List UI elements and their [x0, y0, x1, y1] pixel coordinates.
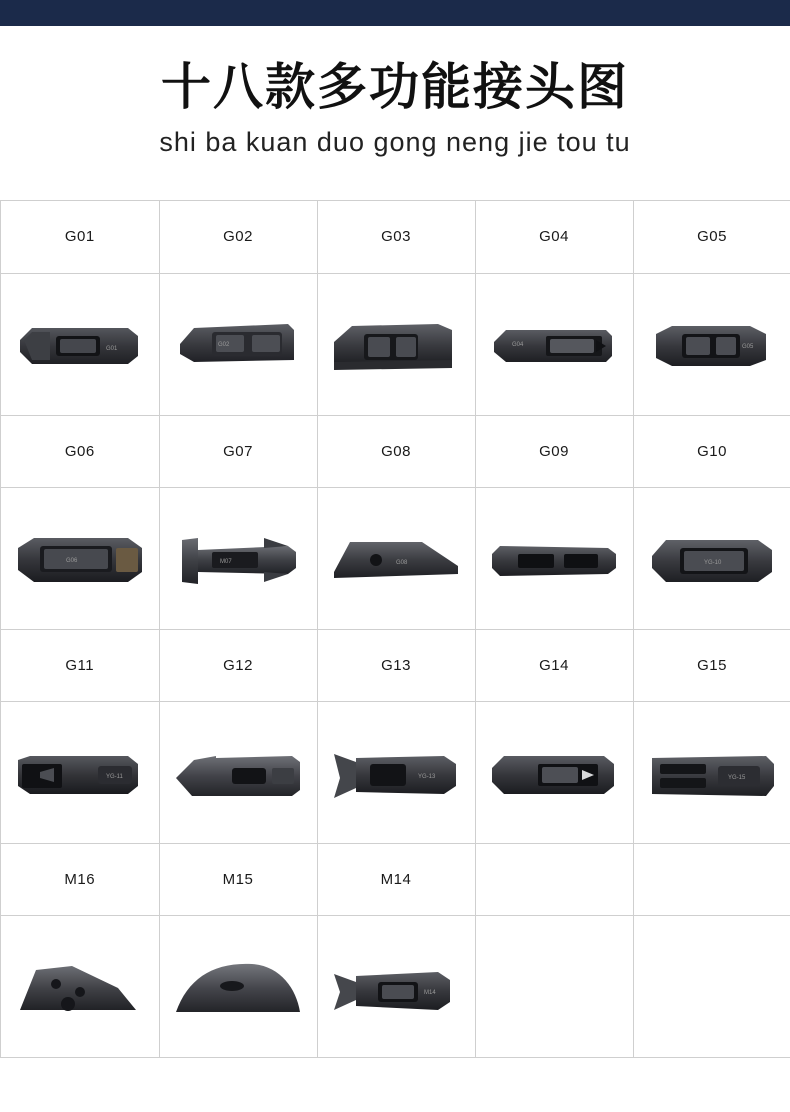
cell-label-g06: G06 [1, 415, 159, 487]
adapter-image-g15 [642, 712, 782, 832]
page-title-pinyin: shi ba kuan duo gong neng jie tou tu [159, 127, 631, 157]
adapter-grid [0, 200, 790, 1058]
svg-text:YG-10: YG-10 [704, 560, 722, 566]
adapter-image-g04 [484, 284, 624, 404]
cell-label-empty-2 [633, 843, 790, 915]
cell-label-g14: G14 [475, 629, 633, 701]
label-row [1, 629, 790, 701]
adapter-image-g11 [10, 712, 150, 832]
image-row [1, 701, 790, 843]
cell-label-g10: G10 [633, 415, 790, 487]
cell-image-g10 [633, 487, 790, 629]
cell-label-empty-1 [475, 843, 633, 915]
cell-label-g02: G02 [159, 201, 317, 273]
cell-image-g08 [317, 487, 475, 629]
svg-text:YG-15: YG-15 [728, 775, 746, 781]
cell-image-g09 [475, 487, 633, 629]
adapter-image-m15 [168, 926, 308, 1046]
cell-label-g15: G15 [633, 629, 790, 701]
adapter-image-g07 [168, 498, 308, 618]
cell-label-g03: G03 [317, 201, 475, 273]
cell-label-g13: G13 [317, 629, 475, 701]
cell-image-m15 [159, 915, 317, 1057]
cell-image-empty-2 [633, 915, 790, 1057]
cell-image-g15 [633, 701, 790, 843]
cell-label-g01: G01 [1, 201, 159, 273]
svg-text:M14: M14 [424, 990, 436, 996]
adapter-image-g06 [10, 498, 150, 618]
svg-text:G02: G02 [218, 342, 230, 348]
adapter-image-g03 [326, 284, 466, 404]
adapter-image-g05 [642, 284, 782, 404]
cell-image-g01 [1, 273, 159, 415]
cell-label-m16: M16 [1, 843, 159, 915]
cell-image-g14 [475, 701, 633, 843]
cell-label-g11: G11 [1, 629, 159, 701]
adapter-image-m14 [326, 926, 466, 1046]
cell-label-g12: G12 [159, 629, 317, 701]
image-row [1, 273, 790, 415]
cell-image-g06 [1, 487, 159, 629]
cell-label-g04: G04 [475, 201, 633, 273]
svg-text:G04: G04 [512, 342, 524, 348]
cell-label-m14: M14 [317, 843, 475, 915]
label-row [1, 843, 790, 915]
cell-image-g13 [317, 701, 475, 843]
adapter-image-g08 [326, 498, 466, 618]
image-row [1, 487, 790, 629]
svg-text:M07: M07 [220, 559, 232, 565]
adapter-image-g10 [642, 498, 782, 618]
svg-text:G06: G06 [65, 558, 78, 564]
image-row [1, 915, 790, 1057]
label-row [1, 415, 790, 487]
cell-image-m14 [317, 915, 475, 1057]
svg-text:YG-13: YG-13 [418, 774, 436, 780]
cell-image-m16 [1, 915, 159, 1057]
svg-text:G08: G08 [396, 560, 408, 566]
adapter-image-g09 [484, 498, 624, 618]
cell-image-empty-1 [475, 915, 633, 1057]
adapter-image-m16 [10, 926, 150, 1046]
cell-image-g03 [317, 273, 475, 415]
cell-image-g12 [159, 701, 317, 843]
cell-image-g04 [475, 273, 633, 415]
adapter-image-g01 [10, 284, 150, 404]
svg-text:YG-11: YG-11 [105, 774, 123, 780]
adapter-image-g13 [326, 712, 466, 832]
page-title: 十八款多功能接头图 [161, 58, 629, 116]
top-color-bar [0, 0, 790, 26]
cell-label-g09: G09 [475, 415, 633, 487]
adapter-image-g14 [484, 712, 624, 832]
svg-text:G05: G05 [742, 344, 754, 350]
cell-label-g07: G07 [159, 415, 317, 487]
label-row [1, 201, 790, 273]
cell-label-m15: M15 [159, 843, 317, 915]
cell-image-g05 [633, 273, 790, 415]
adapter-image-g02 [168, 284, 308, 404]
cell-image-g02 [159, 273, 317, 415]
title-block [0, 26, 790, 158]
cell-image-g11 [1, 701, 159, 843]
cell-label-g08: G08 [317, 415, 475, 487]
cell-image-g07 [159, 487, 317, 629]
adapter-image-g12 [168, 712, 308, 832]
svg-text:G01: G01 [105, 346, 118, 352]
cell-label-g05: G05 [633, 201, 790, 273]
